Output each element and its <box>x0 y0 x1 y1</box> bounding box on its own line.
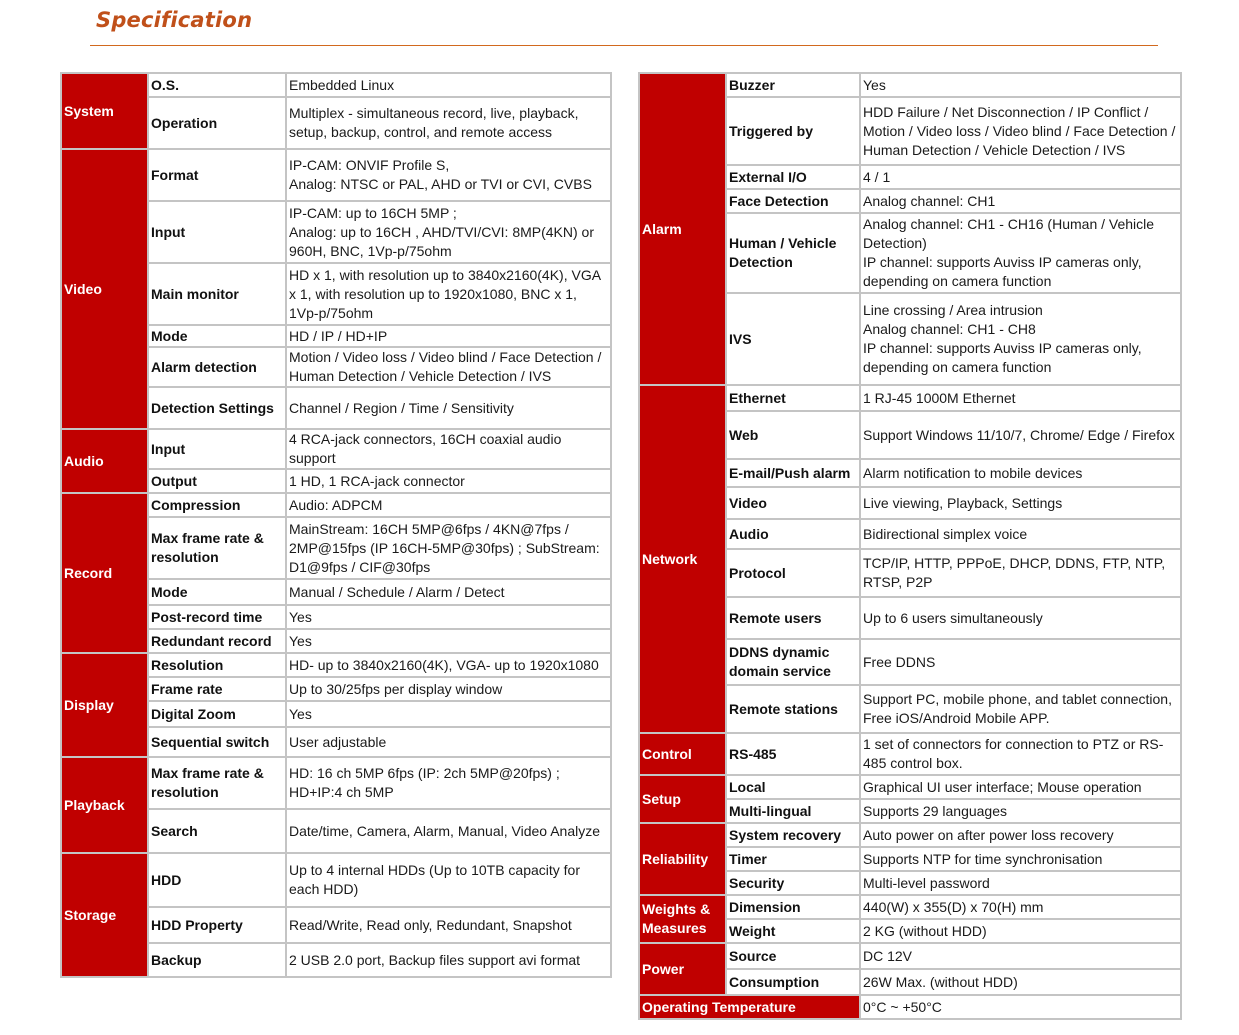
spec-value-cell <box>860 385 1181 411</box>
category-audio: Audio <box>61 429 148 493</box>
spec-key: Operation <box>148 97 286 149</box>
category-weights-measures: Weights & Measures <box>639 895 726 943</box>
spec-key: Face Detection <box>726 189 860 213</box>
spec-key: Resolution <box>148 653 286 677</box>
spec-key: Remote users <box>726 597 860 639</box>
spec-value: Support PC, mobile phone, and tablet connection, Free iOS/Android Mobile APP. <box>863 691 1172 726</box>
spec-value: Manual / Schedule / Alarm / Detect <box>289 583 505 600</box>
spec-value: HD: 16 ch 5MP 6fps (IP: 2ch 5MP@20fps) ; HD+IP:4 ch 5MP <box>289 765 560 800</box>
spec-value-cell <box>860 733 1181 775</box>
spec-value: Line crossing / Area intrusion Analog channel: CH1 - CH8 IP channel: supports Auviss IP cameras only, depending on camera function <box>863 302 1142 375</box>
spec-value: 1 set of connectors for connection to PTZ or RS-485 control box. <box>863 736 1164 771</box>
spec-row <box>639 995 1181 1019</box>
spec-value: DC 12V <box>863 947 913 964</box>
spec-key: E-mail/Push alarm <box>726 459 860 487</box>
spec-key: O.S. <box>148 73 286 97</box>
spec-key: Digital Zoom <box>148 701 286 727</box>
spec-value: Live viewing, Playback, Settings <box>863 494 1063 511</box>
spec-key: Mode <box>148 325 286 347</box>
spec-value: Multiplex - simultaneous record, live, playback, setup, backup, control, and remote access <box>289 105 579 140</box>
spec-key: Backup <box>148 943 286 977</box>
spec-key: RS-485 <box>726 733 860 775</box>
spec-value-cell <box>286 517 611 579</box>
spec-row <box>61 149 611 201</box>
spec-value: 26W Max. (without HDD) <box>863 973 1018 990</box>
spec-value-cell <box>286 73 611 97</box>
spec-row <box>61 853 611 907</box>
spec-value-cell <box>860 995 1181 1019</box>
spec-value-cell <box>860 847 1181 871</box>
category-control: Control <box>639 733 726 775</box>
spec-value: Channel / Region / Time / Sensitivity <box>289 399 514 416</box>
spec-value-cell <box>286 149 611 201</box>
spec-row <box>639 943 1181 969</box>
spec-value: 2 KG (without HDD) <box>863 922 987 939</box>
spec-value: 1 HD, 1 RCA-jack connector <box>289 472 465 489</box>
spec-key: Sequential switch <box>148 727 286 757</box>
spec-value-cell <box>860 189 1181 213</box>
spec-value: Analog channel: CH1 <box>863 192 996 209</box>
spec-key: Output <box>148 469 286 493</box>
spec-row <box>639 733 1181 775</box>
spec-key: Local <box>726 775 860 799</box>
category-storage: Storage <box>61 853 148 977</box>
spec-key: External I/O <box>726 165 860 189</box>
spec-value: Bidirectional simplex voice <box>863 525 1028 542</box>
spec-key: Detection Settings <box>148 387 286 429</box>
spec-value-cell <box>286 263 611 325</box>
spec-value: TCP/IP, HTTP, PPPoE, DHCP, DDNS, FTP, NTP, RTSP, P2P <box>863 555 1166 590</box>
spec-key: Timer <box>726 847 860 871</box>
spec-value: MainStream: 16CH 5MP@6fps / 4KN@7fps / 2MP@15fps (IP 16CH-5MP@30fps) ; SubStream: D1@9fps / CIF@30fps <box>289 520 600 575</box>
spec-key: Protocol <box>726 549 860 597</box>
spec-value-cell <box>286 809 611 853</box>
spec-value-cell <box>860 411 1181 459</box>
spec-value: Up to 30/25fps per display window <box>289 680 503 697</box>
spec-value-cell <box>860 871 1181 895</box>
spec-value-cell <box>286 579 611 605</box>
spec-key: DDNS dynamic domain service <box>726 639 860 685</box>
spec-key: Post-record time <box>148 605 286 629</box>
spec-value: Free DDNS <box>863 653 936 670</box>
spec-value-cell <box>860 799 1181 823</box>
spec-value-cell <box>286 757 611 809</box>
spec-value: 440(W) x 355(D) x 70(H) mm <box>863 898 1044 915</box>
spec-row <box>639 775 1181 799</box>
spec-value-cell <box>860 919 1181 943</box>
spec-key: Alarm detection <box>148 347 286 387</box>
spec-row <box>639 385 1181 411</box>
spec-key: Format <box>148 149 286 201</box>
spec-key: Consumption <box>726 969 860 995</box>
category-display: Display <box>61 653 148 757</box>
spec-value-cell <box>860 213 1181 293</box>
spec-value-cell <box>860 775 1181 799</box>
spec-value-cell <box>860 685 1181 733</box>
spec-value-cell <box>860 487 1181 519</box>
spec-value-cell <box>860 97 1181 165</box>
spec-value-cell <box>286 629 611 653</box>
category-system: System <box>61 73 148 149</box>
spec-value: Support Windows 11/10/7, Chrome/ Edge / Firefox <box>863 426 1175 443</box>
spec-value: Up to 4 internal HDDs (Up to 10TB capacity for each HDD) <box>289 862 581 897</box>
spec-row <box>61 429 611 469</box>
spec-value-cell <box>286 429 611 469</box>
spec-key: Mode <box>148 579 286 605</box>
spec-value-cell <box>860 459 1181 487</box>
spec-value: Audio: ADPCM <box>289 496 383 513</box>
spec-row <box>639 895 1181 919</box>
spec-value: Yes <box>289 608 312 625</box>
category-operating-temperature: Operating Temperature <box>639 995 860 1019</box>
spec-value-cell <box>286 907 611 943</box>
spec-key: Compression <box>148 493 286 517</box>
spec-key: Ethernet <box>726 385 860 411</box>
spec-value: Alarm notification to mobile devices <box>863 464 1083 481</box>
spec-value-cell <box>860 895 1181 919</box>
category-alarm: Alarm <box>639 73 726 385</box>
spec-key: Max frame rate & resolution <box>148 517 286 579</box>
category-setup: Setup <box>639 775 726 823</box>
category-playback: Playback <box>61 757 148 853</box>
spec-value: Read/Write, Read only, Redundant, Snapshot <box>289 916 572 933</box>
spec-value-cell <box>286 605 611 629</box>
spec-value: Analog channel: CH1 - CH16 (Human / Vehicle Detection) IP channel: supports Auviss IP cameras only, depending on camera function <box>863 216 1155 289</box>
spec-row <box>61 653 611 677</box>
spec-value-cell <box>286 347 611 387</box>
spec-value: Auto power on after power loss recovery <box>863 826 1114 843</box>
spec-value-cell <box>286 701 611 727</box>
spec-value: Motion / Video loss / Video blind / Face Detection / Human Detection / Vehicle Detection / IVS <box>289 349 602 384</box>
spec-value: HD x 1, with resolution up to 3840x2160(4K), VGA x 1, with resolution up to 1920x1080, BNC x 1, 1Vp-p/75ohm <box>289 266 601 321</box>
spec-value: User adjustable <box>289 733 387 750</box>
spec-key: Web <box>726 411 860 459</box>
spec-value: Supports 29 languages <box>863 802 1007 819</box>
spec-value: 0°C ~ +50°C <box>863 998 942 1015</box>
spec-key: Source <box>726 943 860 969</box>
spec-key: Human / Vehicle Detection <box>726 213 860 293</box>
spec-value-cell <box>286 325 611 347</box>
spec-value: Yes <box>289 632 312 649</box>
category-reliability: Reliability <box>639 823 726 895</box>
spec-value-cell <box>286 469 611 493</box>
spec-value-cell <box>860 639 1181 685</box>
spec-row <box>639 73 1181 97</box>
spec-value: IP-CAM: ONVIF Profile S, Analog: NTSC or PAL, AHD or TVI or CVI, CVBS <box>289 157 592 192</box>
spec-row <box>61 493 611 517</box>
spec-value: HD- up to 3840x2160(4K), VGA- up to 1920x1080 <box>289 656 599 673</box>
spec-key: Audio <box>726 519 860 549</box>
spec-key: Search <box>148 809 286 853</box>
spec-value: HDD Failure / Net Disconnection / IP Conflict / Motion / Video loss / Video blind / Face Detection / Human Detection / Vehicle Detection / IVS <box>863 103 1176 158</box>
page-title: Specification <box>96 8 253 32</box>
spec-value: HD / IP / HD+IP <box>289 327 388 344</box>
spec-value: 2 USB 2.0 port, Backup files support avi format <box>289 951 581 968</box>
spec-value-cell <box>860 73 1181 97</box>
spec-key: Buzzer <box>726 73 860 97</box>
spec-value: 4 / 1 <box>863 168 891 185</box>
spec-value-cell <box>286 677 611 701</box>
spec-key: Multi-lingual <box>726 799 860 823</box>
spec-key: Security <box>726 871 860 895</box>
spec-value-cell <box>860 597 1181 639</box>
spec-key: Input <box>148 201 286 263</box>
spec-value-cell <box>860 823 1181 847</box>
category-network: Network <box>639 385 726 733</box>
spec-value: IP-CAM: up to 16CH 5MP ; Analog: up to 16CH , AHD/TVI/CVI: 8MP(4KN) or 960H, BNC, 1Vp-p/75ohm <box>289 204 595 259</box>
spec-value-cell <box>286 853 611 907</box>
spec-key: Redundant record <box>148 629 286 653</box>
spec-value-cell <box>860 969 1181 995</box>
spec-key: IVS <box>726 293 860 385</box>
spec-value-cell <box>860 519 1181 549</box>
spec-value: Date/time, Camera, Alarm, Manual, Video Analyze <box>289 822 601 839</box>
spec-value-cell <box>860 943 1181 969</box>
spec-value-cell <box>286 201 611 263</box>
spec-table-left <box>60 72 612 978</box>
spec-value: Multi-level password <box>863 874 990 891</box>
spec-value: Up to 6 users simultaneously <box>863 609 1043 626</box>
spec-key: Weight <box>726 919 860 943</box>
spec-table-right <box>638 72 1182 1020</box>
category-record: Record <box>61 493 148 653</box>
spec-key: Triggered by <box>726 97 860 165</box>
category-power: Power <box>639 943 726 995</box>
spec-key: Frame rate <box>148 677 286 701</box>
spec-value-cell <box>860 549 1181 597</box>
spec-key: HDD Property <box>148 907 286 943</box>
category-video: Video <box>61 149 148 429</box>
title-divider <box>90 45 1158 46</box>
spec-value: Graphical UI user interface; Mouse operation <box>863 778 1142 795</box>
spec-value: Yes <box>863 76 886 93</box>
spec-row <box>61 73 611 97</box>
spec-value-cell <box>286 727 611 757</box>
spec-value: Yes <box>289 705 312 722</box>
spec-value-cell <box>286 493 611 517</box>
spec-value: 4 RCA-jack connectors, 16CH coaxial audio support <box>289 431 562 466</box>
spec-row <box>61 757 611 809</box>
spec-key: Input <box>148 429 286 469</box>
spec-key: Remote stations <box>726 685 860 733</box>
spec-value: Supports NTP for time synchronisation <box>863 850 1103 867</box>
spec-value: 1 RJ-45 1000M Ethernet <box>863 389 1016 406</box>
spec-value-cell <box>286 653 611 677</box>
spec-value-cell <box>860 293 1181 385</box>
spec-row <box>639 823 1181 847</box>
spec-key: Main monitor <box>148 263 286 325</box>
spec-value-cell <box>860 165 1181 189</box>
spec-key: System recovery <box>726 823 860 847</box>
spec-value-cell <box>286 387 611 429</box>
spec-value-cell <box>286 97 611 149</box>
spec-value: Embedded Linux <box>289 76 395 93</box>
spec-value-cell <box>286 943 611 977</box>
spec-key: HDD <box>148 853 286 907</box>
spec-key: Video <box>726 487 860 519</box>
spec-key: Dimension <box>726 895 860 919</box>
spec-key: Max frame rate & resolution <box>148 757 286 809</box>
